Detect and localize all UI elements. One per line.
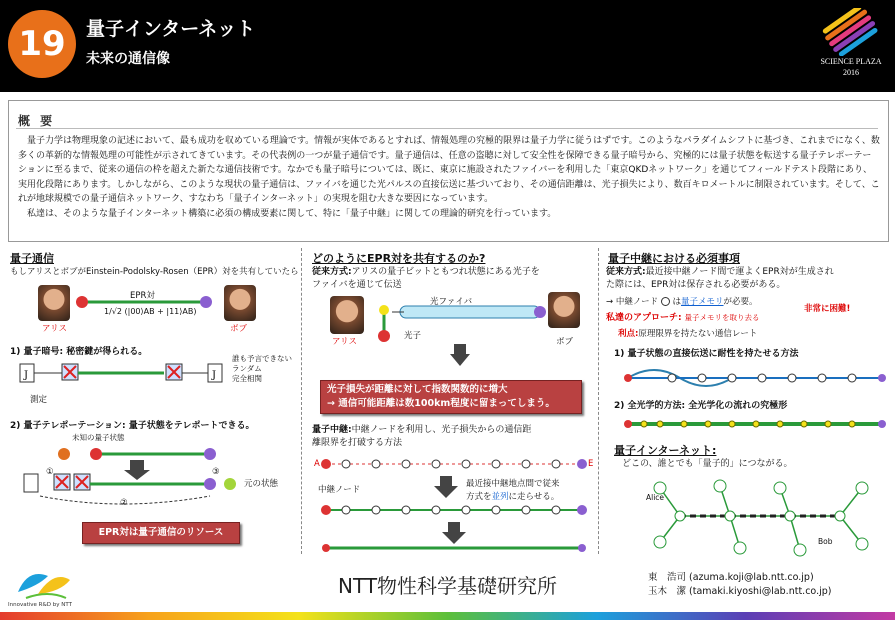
qi-title: 量子インターネット: xyxy=(614,444,717,457)
contact-person-2: 玉木 潔 (tamaki.kiyoshi@lab.ntt.co.jp) xyxy=(648,586,832,597)
col2-title: どのようにEPR対を共有するのか? xyxy=(312,252,486,265)
merit-line xyxy=(618,328,757,340)
col1-alice-label: アリス xyxy=(42,324,67,334)
col2-bob-label: ボブ xyxy=(556,337,574,347)
logo-text-line2: 2016 xyxy=(843,68,859,77)
logo-text-line1: SCIENCE PLAZA xyxy=(820,57,882,66)
optical-heading: 2) 全光学的方法: 全光学化の流れの究極形 xyxy=(614,401,788,411)
col2-relay-text1: 中継ノードを利用し、光子損失からの通信距 xyxy=(351,425,532,435)
col1-title: 量子通信 xyxy=(10,252,54,265)
photon-loss-line1: 光子損失が距離に対して指数関数的に増大 xyxy=(327,384,508,395)
col3-conv-label: 従来方式: xyxy=(606,267,646,277)
our-approach xyxy=(606,312,759,324)
science-plaza-logo xyxy=(816,8,886,86)
contact-block xyxy=(648,571,831,599)
epr-formula: 1/√2 (|00⟩AB + |11⟩AB) xyxy=(104,307,197,316)
col3-conv xyxy=(606,266,834,278)
memory-line xyxy=(606,296,758,308)
poster-subtitle: 未来の通信像 xyxy=(86,51,170,67)
svg-text:J: J xyxy=(24,370,29,381)
col2-relay-text2: 離限界を打破する方法 xyxy=(312,438,403,448)
rainbow-bar xyxy=(0,612,895,620)
crypto-note-2: ランダム xyxy=(232,364,262,373)
qi-text: どこの、誰とでも「量子的」につながる。 xyxy=(622,459,793,469)
teleport-diagram xyxy=(20,440,250,520)
epr-resource-box: EPR対は量子通信のリソース xyxy=(82,522,240,544)
photon-label: 光子 xyxy=(404,331,422,341)
photon-loss-box xyxy=(320,380,582,414)
robust-heading: 1) 量子状態の直接伝送に耐性を持たせる方法 xyxy=(614,349,799,359)
col2-alice-label: アリス xyxy=(332,337,357,347)
col3-title: 量子中継における必須事項 xyxy=(608,252,740,265)
crypto-note-3: 完全相関 xyxy=(232,374,262,383)
ntt-tagline: Innovative R&D by NTT xyxy=(8,602,72,608)
crypto-heading: 1) 量子暗号: 秘密鍵が得られる。 xyxy=(10,347,148,357)
col2-conv-text2: ファイバを通じて伝送 xyxy=(312,280,402,290)
divider-1 xyxy=(301,248,302,554)
alice-photo-2 xyxy=(330,296,364,334)
original-state-label: 元の状態 xyxy=(244,479,279,489)
outline-paragraph-2: 私達は、そのような量子インターネット構築に必須の構成要素に関して、特に「量子中継」に関しての理論的研究を行っています。 xyxy=(27,208,557,219)
node-e-label: E xyxy=(588,459,594,469)
col3-conv-text2: た際には、EPR対は保存される必要がある。 xyxy=(606,280,786,290)
col3-conv-text1: 最近接中継ノード間で運よくEPR対が生成され xyxy=(645,267,834,277)
robust-diagram xyxy=(624,364,886,392)
photon-loss-line2: → 通信可能距離は数100km程度に留まってしまう。 xyxy=(327,398,555,409)
merit-text: 原理限界を持たない通信レート xyxy=(638,329,758,339)
step-2: ② xyxy=(120,498,128,508)
bob-node-label: Bob xyxy=(818,537,833,546)
crypto-notes xyxy=(232,354,292,384)
col2-conv xyxy=(312,266,540,278)
alice-node-label: Alice xyxy=(646,493,665,502)
memory-a: → 中継ノード xyxy=(606,297,659,307)
ntt-logo-icon xyxy=(8,562,78,602)
alice-photo xyxy=(38,285,70,321)
contact-person-1: 東 浩司 (azuma.koji@lab.ntt.co.jp) xyxy=(648,572,814,583)
outline-text xyxy=(18,134,880,222)
header-bar xyxy=(0,0,895,92)
node-a-label: A xyxy=(314,459,320,469)
merit-label: 利点: xyxy=(618,329,639,339)
outline-paragraph-1: 量子力学は物理現象の記述において、最も成功を収めている理論です。情報が実体であるとすれば、情報処理の究極的限界は量子力学に従うはずです。このようなパラダイムシフトに基づき、これまでになく、数多くの革新的な情報処理の可能性が示されてきています。その代表例の一つが量子通信です。量子通信は、任意の盗聴に対して安全性を保障できる量子暗号から、究極的には量子状態を転送する量子テレポーテーションに至るまで、従来の通信の枠を超えた新たな通信技術です。なかでも量子暗号については、既に、東京に施設されたファイバーを利用した「東京QKDネットワーク」を通じてフィールドテスト段階にあり、実用化段階にあります。しかしながら、このような現状の量子通信は、ファイバを通じた光パルスの直接伝送に基づいており、その通信距離は、光子損失により、数百キロメートルに制限されています。そして、これが地球規模での量子通信ネットワーク、すなわち「量子インターネット」の実現を阻む大きな要因になっています。 xyxy=(18,136,880,205)
lab-name: NTT物性科学基礎研究所 xyxy=(338,574,558,598)
bob-photo-2 xyxy=(548,292,580,328)
number-badge: 19 xyxy=(8,10,76,78)
outline-rule xyxy=(16,128,878,129)
measure-label: 測定 xyxy=(30,395,48,405)
parallel-text-2c: に走らせる。 xyxy=(508,492,560,502)
teleport-heading: 2) 量子テレポーテーション: 量子状態をテレポートできる。 xyxy=(10,421,255,431)
epr-label: EPR対 xyxy=(130,291,155,301)
svg-text:J: J xyxy=(212,370,217,381)
poster-title: 量子インターネット xyxy=(86,18,256,40)
memory-b: は xyxy=(672,297,681,307)
unknown-state-label: 未知の量子状態 xyxy=(72,433,125,442)
logo-stripes-icon xyxy=(816,8,886,56)
parallel-text-2a: 方式を xyxy=(466,492,492,502)
memory-d: が必要。 xyxy=(723,297,758,307)
network-graph xyxy=(640,470,880,560)
divider-2 xyxy=(598,248,599,554)
col2-relay-label: 量子中継: xyxy=(312,425,352,435)
very-hard-label: 非常に困難! xyxy=(804,304,851,314)
parallel-text-1: 最近接中継地点間で従来 xyxy=(466,479,560,489)
step-1: ① xyxy=(46,467,54,477)
optical-diagram xyxy=(624,414,886,434)
fiber-label: 光ファイバ xyxy=(430,297,473,307)
outline-heading: 概 要 xyxy=(18,114,56,128)
step-3: ③ xyxy=(212,467,220,477)
parallel-text-2b: 並列 xyxy=(491,492,509,502)
col2-conv-text1: アリスの量子ビットともつれ状態にある光子を xyxy=(351,267,540,277)
col1-intro: もしアリスとボブがEinstein-Podolsky-Rosen（EPR）対を共有していたら xyxy=(10,267,299,277)
col1-bob-label: ボブ xyxy=(230,324,248,334)
relay-node-label: 中継ノード xyxy=(318,485,361,495)
crypto-note-1: 誰も予言できない xyxy=(232,354,292,363)
memory-c: 量子メモリ xyxy=(681,297,724,307)
col2-relay xyxy=(312,424,531,436)
our-text: 量子メモリを取り去る xyxy=(684,313,760,322)
bob-photo xyxy=(224,285,256,321)
our-label: 私達のアプローチ: xyxy=(606,313,682,323)
col2-conv-label: 従来方式: xyxy=(312,267,352,277)
down-arrow-icon xyxy=(450,344,470,366)
parallel-text-2 xyxy=(466,491,559,503)
node-circle-icon xyxy=(661,297,670,306)
crypto-diagram xyxy=(16,358,231,394)
